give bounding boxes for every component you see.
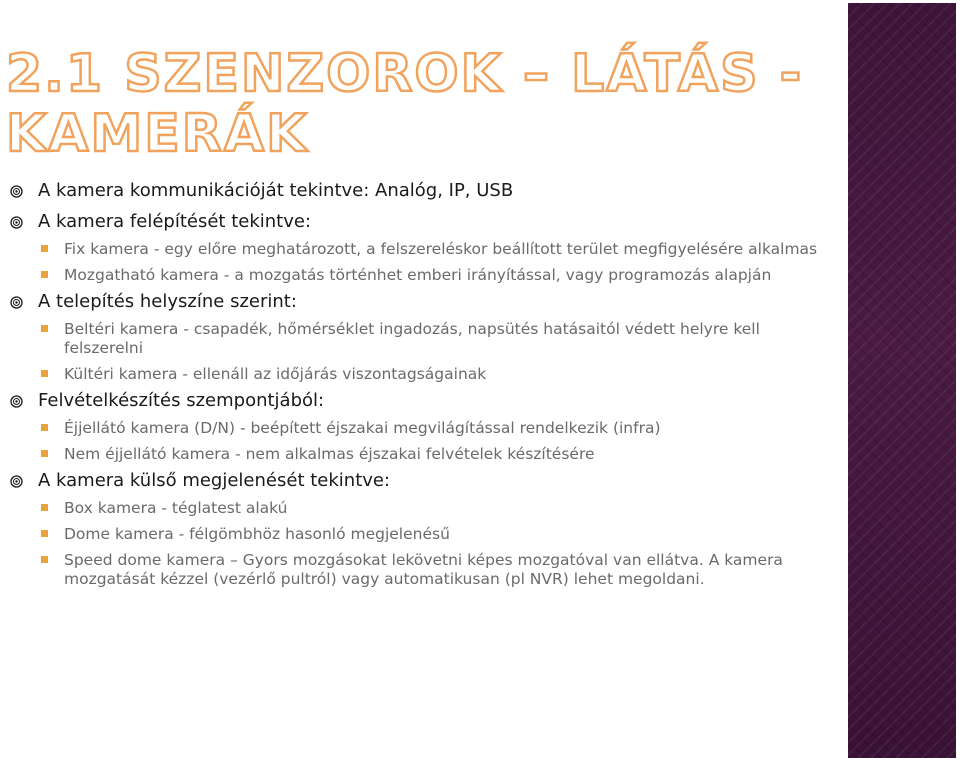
list-item — [8, 320, 838, 358]
list-item — [8, 551, 838, 589]
square-bullet-icon — [41, 450, 48, 457]
circle-bullet-icon — [10, 296, 23, 309]
list-item-text: Speed dome kamera – Gyors mozgásokat lekövetni képes mozgatóval van ellátva. A kamera mozgatását kézzel (vezérlő pultról) vagy automatikusan (pl NVR) lehet megoldani. — [64, 551, 783, 588]
list-item-text: Fix kamera - egy előre meghatározott, a felszereléskor beállított terület megfigyelésére alkalmas — [64, 240, 818, 258]
section-heading — [8, 291, 838, 313]
list-item-text: Beltéri kamera - csapadék, hőmérséklet ingadozás, napsütés hatásaitól védett helyre kell felszerelni — [64, 320, 760, 357]
slide-title: 2.1 SZENZOROK – LÁTÁS - KAMERÁK — [6, 44, 804, 164]
square-bullet-icon — [41, 556, 48, 563]
circle-bullet-icon — [10, 395, 23, 408]
list-item-text: Nem éjjellátó kamera - nem alkalmas éjszakai felvételek készítésére — [64, 445, 595, 463]
circle-bullet-icon — [10, 185, 23, 198]
section-heading-text: Felvételkészítés szempontjából: — [38, 390, 325, 411]
list-item — [8, 445, 838, 464]
square-bullet-icon — [41, 424, 48, 431]
section-heading — [8, 180, 838, 202]
list-item — [8, 419, 838, 438]
circle-bullet-icon — [10, 475, 23, 488]
square-bullet-icon — [41, 325, 48, 332]
square-bullet-icon — [41, 530, 48, 537]
list-item-text: Mozgatható kamera - a mozgatás történhet emberi irányítással, vagy programozás alapján — [64, 266, 772, 284]
list-item — [8, 365, 838, 384]
square-bullet-icon — [41, 245, 48, 252]
section-heading-text: A kamera felépítését tekintve: — [38, 211, 312, 232]
list-item-text: Éjjellátó kamera (D/N) - beépített éjszakai megvilágítással rendelkezik (infra) — [64, 419, 661, 437]
list-item-text: Dome kamera - félgömbhöz hasonló megjelenésű — [64, 525, 450, 543]
square-bullet-icon — [41, 370, 48, 377]
section-heading — [8, 470, 838, 492]
section-heading — [8, 390, 838, 412]
square-bullet-icon — [41, 271, 48, 278]
square-bullet-icon — [41, 504, 48, 511]
circle-bullet-icon — [10, 216, 23, 229]
section-heading-text: A kamera kommunikációját tekintve: Analóg, IP, USB — [38, 180, 514, 201]
section-heading-text: A telepítés helyszíne szerint: — [38, 291, 297, 312]
list-item — [8, 499, 838, 518]
list-item-text: Kültéri kamera - ellenáll az időjárás viszontagságainak — [64, 365, 487, 383]
section-heading — [8, 211, 838, 233]
sidebar-decoration — [848, 3, 956, 758]
list-item-text: Box kamera - téglatest alakú — [64, 499, 288, 517]
section-heading-text: A kamera külső megjelenését tekintve: — [38, 470, 391, 491]
list-item — [8, 266, 838, 285]
list-item — [8, 240, 838, 259]
slide-content — [8, 180, 838, 589]
list-item — [8, 525, 838, 544]
